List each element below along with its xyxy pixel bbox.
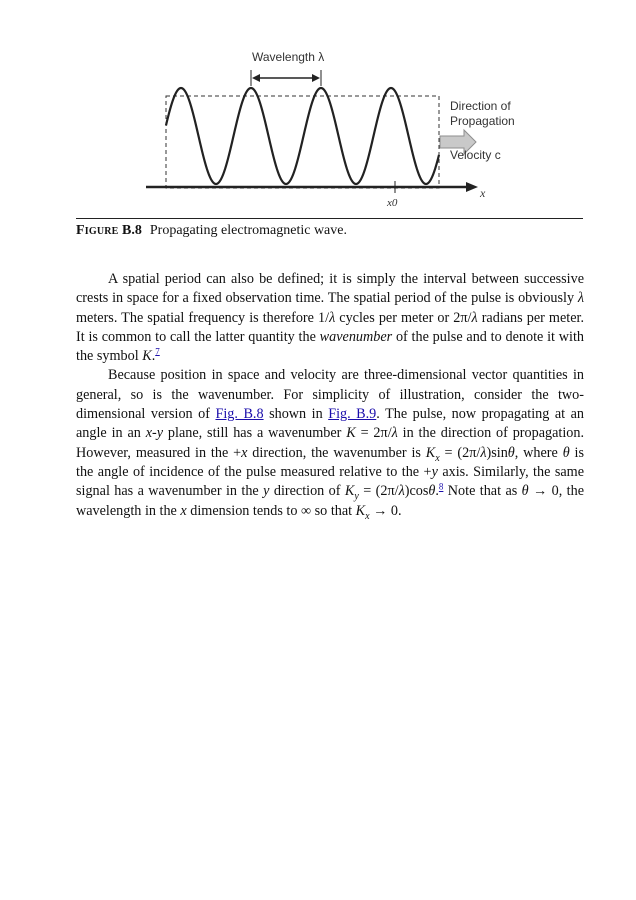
direction-label-line2: Propagation xyxy=(450,114,515,128)
figure-caption xyxy=(76,223,347,239)
wave-diagram xyxy=(0,0,636,230)
paragraph-1: A spatial period can also be defined; it is simply the interval between successive crests in space for a fixed observation time. The spatial period of the pulse is obviously λ meters. The spatial frequency is therefore 1/λ cycles per meter or 2π/λ radians per meter. It is common to call the latter quantity the wavenumber of the pulse and to denote it with the symbol K.$^7$ xyxy=(76,271,584,365)
body-text xyxy=(76,270,584,521)
paragraph-2: Because position in space and velocity are three-dimensional vector quantities in general, so is the wavenumber. For simplicity of illustration, consider the two-dimensional version of Fig. B.8 shown in Fig. B.9. The pulse, now propagating at an angle in an x-y plane, still has a wavenumber K = 2π/λ in the direction of propagation. However, measured in the +x direction, the wavenumber is $K_x = (2\pi/\lambda)\sin\theta$, where θ is the angle of incidence of the pulse measured relative to the +y axis. Similarly, the same signal has a wavenumber in the y direction of $K_y = (2\pi/\lambda)\cos\theta.^8$ Note that as θ → 0, the wavelength in the x dimension tends to ∞ so that $K_x \to 0$. xyxy=(76,367,585,522)
footnote-8-link[interactable]: 8 xyxy=(438,481,444,492)
term-wavenumber: wavenumber xyxy=(319,328,393,345)
footnote-7-link[interactable]: 7 xyxy=(155,346,160,357)
caption-rule xyxy=(76,218,583,219)
x-axis-arrowhead xyxy=(466,182,478,192)
x0-label: x0 xyxy=(387,197,398,209)
caption-number: B.8 xyxy=(122,223,142,238)
caption-prefix: Figure xyxy=(76,223,119,238)
wave-curve xyxy=(166,88,439,184)
x-axis-label: x xyxy=(480,186,486,200)
figure-b8 xyxy=(0,0,636,230)
wavelength-arrowhead-right xyxy=(312,74,320,82)
wavelength-label: Wavelength λ xyxy=(252,50,325,64)
fig-b9-link[interactable]: Fig. B.9 xyxy=(328,406,377,423)
wavelength-arrowhead-left xyxy=(252,74,260,82)
caption-text: Propagating electromagnetic wave. xyxy=(149,223,347,238)
velocity-label: Velocity c xyxy=(450,148,501,162)
direction-label-line1: Direction of xyxy=(450,99,511,113)
fig-b8-link[interactable]: Fig. B.8 xyxy=(215,406,264,423)
